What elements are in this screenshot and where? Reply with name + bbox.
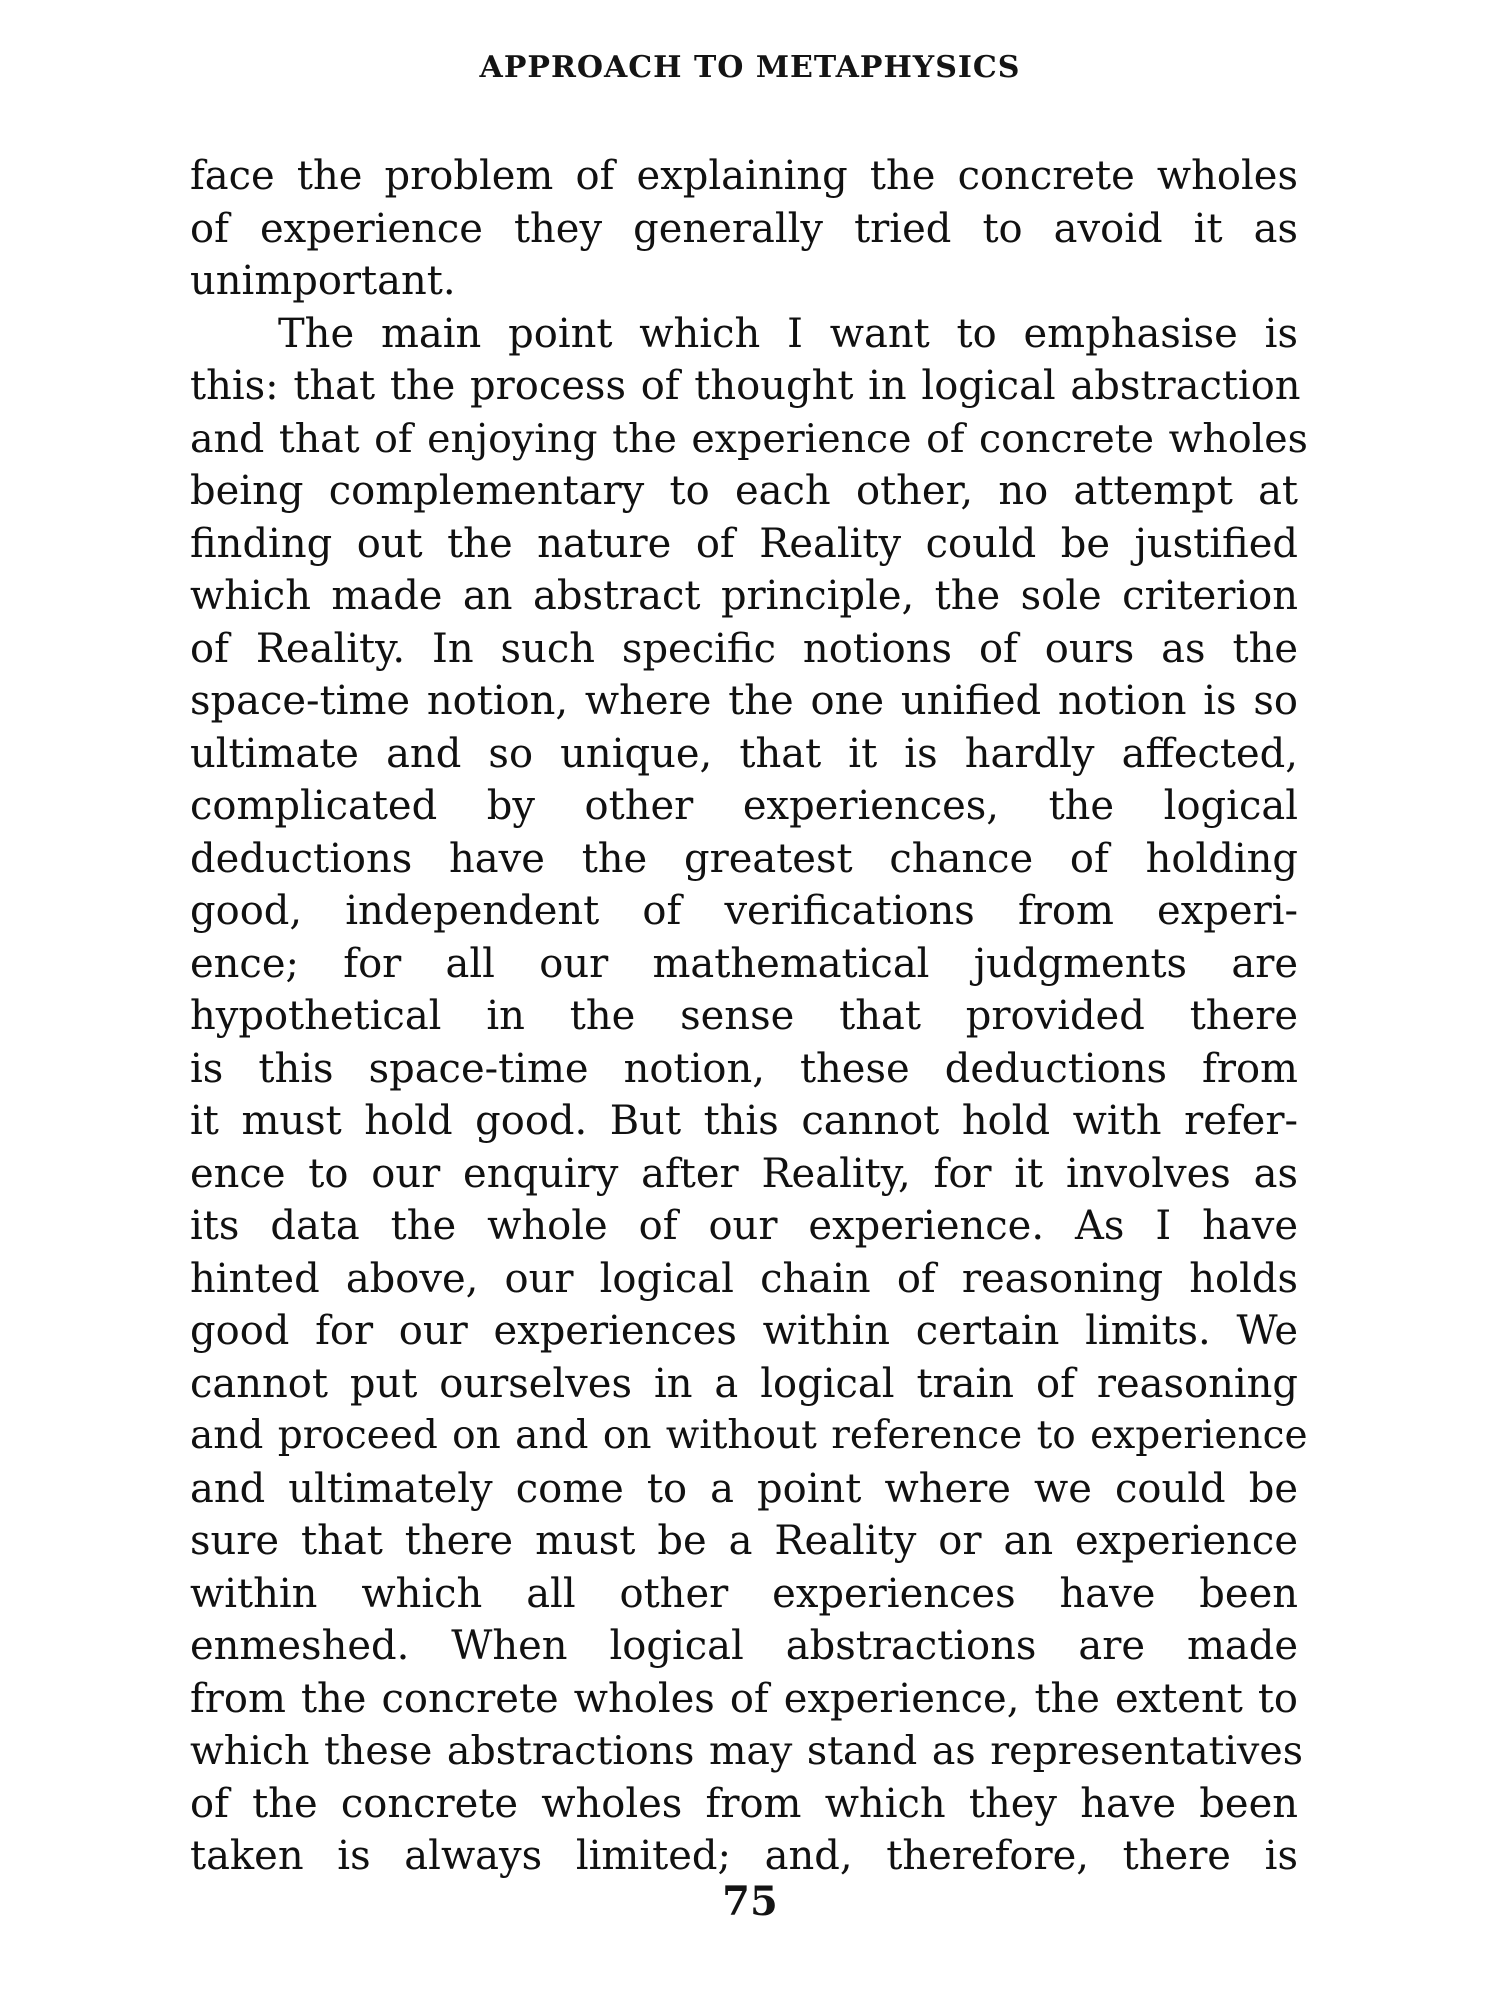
text-line: being complementary to each other, no attempt at [190,468,1298,514]
text-line: from the concrete wholes of experience, the extent to [190,1675,1298,1722]
text-line: face the problem of explaining the concrete wholes [190,153,1298,199]
text-line: ultimate and so unique, that it is hardly affected, [190,730,1298,777]
text-line: hinted above, our logical chain of reasoning holds [190,1255,1298,1302]
text-line: taken is always limited; and, therefore, there is [190,1833,1298,1879]
text-line: hypothetical in the sense that provided there [190,993,1298,1039]
text-line: and ultimately come to a point where we could be [190,1465,1298,1512]
text-line: and that of enjoying the experience of concrete wholes [190,415,1308,462]
text-line: sure that there must be a Reality or an experience [190,1518,1298,1564]
body-text [190,150,1308,1883]
text-line: of experience they generally tried to avoid it as [190,205,1298,252]
text-line: which these abstractions may stand as representatives [190,1728,1303,1774]
text-line: space-time notion, where the one unified notion is so [190,678,1298,724]
text-line: unimportant. [190,258,456,304]
paragraph [190,150,1298,308]
text-line: within which all other experiences have been [190,1570,1298,1617]
page-number: 75 [722,1878,778,1925]
text-line: ence; for all our mathematical judgments are [190,940,1298,987]
text-line: finding out the nature of Reality could be justified [190,520,1298,567]
paragraph [190,308,1308,1883]
text-line: of Reality. In such specific notions of ours as the [190,625,1298,672]
text-line: and proceed on and on without reference to experience [190,1413,1308,1458]
text-line: its data the whole of our experience. As I have [190,1203,1298,1249]
text-line: complicated by other experiences, the logical [190,783,1298,829]
text-line: cannot put ourselves in a logical train of reasoning [190,1360,1298,1407]
text-line: The main point which I want to emphasise is [278,310,1298,357]
running-head: APPROACH TO METAPHYSICS [479,50,1021,85]
text-line: good, independent of verifications from experi- [190,888,1298,934]
text-line: is this space-time notion, these deductions from [190,1045,1298,1092]
text-line: of the concrete wholes from which they have been [190,1780,1298,1827]
text-line: deductions have the greatest chance of holding [190,835,1298,882]
text-line: which made an abstract principle, the sole criterion [190,573,1298,619]
text-line: this: that the process of thought in logical abstraction [190,363,1301,409]
text-line: ence to our enquiry after Reality, for it involves as [190,1150,1298,1197]
text-line: enmeshed. When logical abstractions are made [190,1623,1298,1669]
text-line: it must hold good. But this cannot hold with refer- [190,1098,1298,1144]
text-line: good for our experiences within certain limits. We [190,1308,1298,1354]
